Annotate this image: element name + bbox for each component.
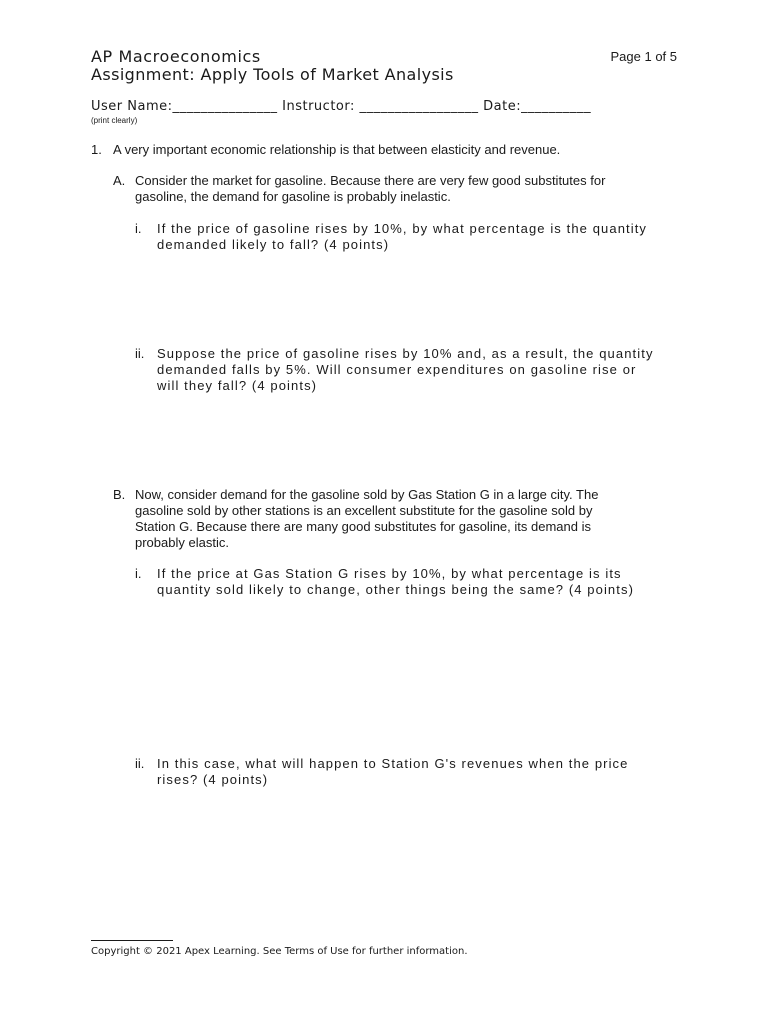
assignment-prefix: Assignment: Apply (91, 65, 254, 84)
page-number: Page 1 of 5 (610, 49, 677, 64)
part-b-label: B. (113, 487, 126, 502)
user-info-line (91, 99, 591, 114)
assignment-name: Tools of Market Analysis (253, 65, 454, 84)
print-clearly-note: (print clearly) (91, 116, 138, 125)
part-b-line-3: Station G. Because there are many good substitutes for gasoline, its demand is (135, 519, 591, 534)
assignment-title (91, 65, 454, 84)
part-b-i-label: i. (135, 566, 142, 581)
question-text: A very important economic relationship is that between elasticity and revenue. (113, 142, 561, 157)
part-b-line-2: gasoline sold by other stations is an excellent substitute for the gasoline sold by (135, 503, 593, 518)
part-b-ii-line-2: rises? (4 points) (157, 772, 269, 787)
part-a-ii-line-2: demanded falls by 5%. Will consumer expenditures on gasoline rise or (157, 362, 637, 377)
part-b-line-4: probably elastic. (135, 535, 229, 550)
part-b-i-line-2: quantity sold likely to change, other things being the same? (4 points) (157, 582, 635, 597)
copyright-notice: Copyright © 2021 Apex Learning. See Terms of Use for further information. (91, 946, 468, 957)
part-a-line-1: Consider the market for gasoline. Because there are very few good substitutes for (135, 173, 606, 188)
part-b-line-1: Now, consider demand for the gasoline sold by Gas Station G in a large city. The (135, 487, 599, 502)
part-a-label: A. (113, 173, 126, 188)
part-a-ii-line-1: Suppose the price of gasoline rises by 10% and, as a result, the quantity (157, 346, 654, 361)
user-name-field: User Name:_______________ (91, 99, 278, 114)
question-number: 1. (91, 142, 102, 157)
part-a-i-label: i. (135, 221, 142, 236)
part-a-ii-line-3: will they fall? (4 points) (157, 378, 318, 393)
part-b-ii-line-1: In this case, what will happen to Station G's revenues when the price (157, 756, 629, 771)
part-b-i-line-1: If the price at Gas Station G rises by 10%, by what percentage is its (157, 566, 622, 581)
part-b-ii-label: ii. (135, 756, 145, 771)
course-title: AP Macroeconomics (91, 47, 261, 66)
part-a-i-line-2: demanded likely to fall? (4 points) (157, 237, 390, 252)
part-a-ii-label: ii. (135, 346, 145, 361)
date-field: Date:__________ (483, 99, 592, 114)
instructor-field: Instructor: _________________ (282, 99, 479, 114)
footer-rule (91, 940, 173, 941)
part-a-line-2: gasoline, the demand for gasoline is probably inelastic. (135, 189, 451, 204)
part-a-i-line-1: If the price of gasoline rises by 10%, by what percentage is the quantity (157, 221, 648, 236)
